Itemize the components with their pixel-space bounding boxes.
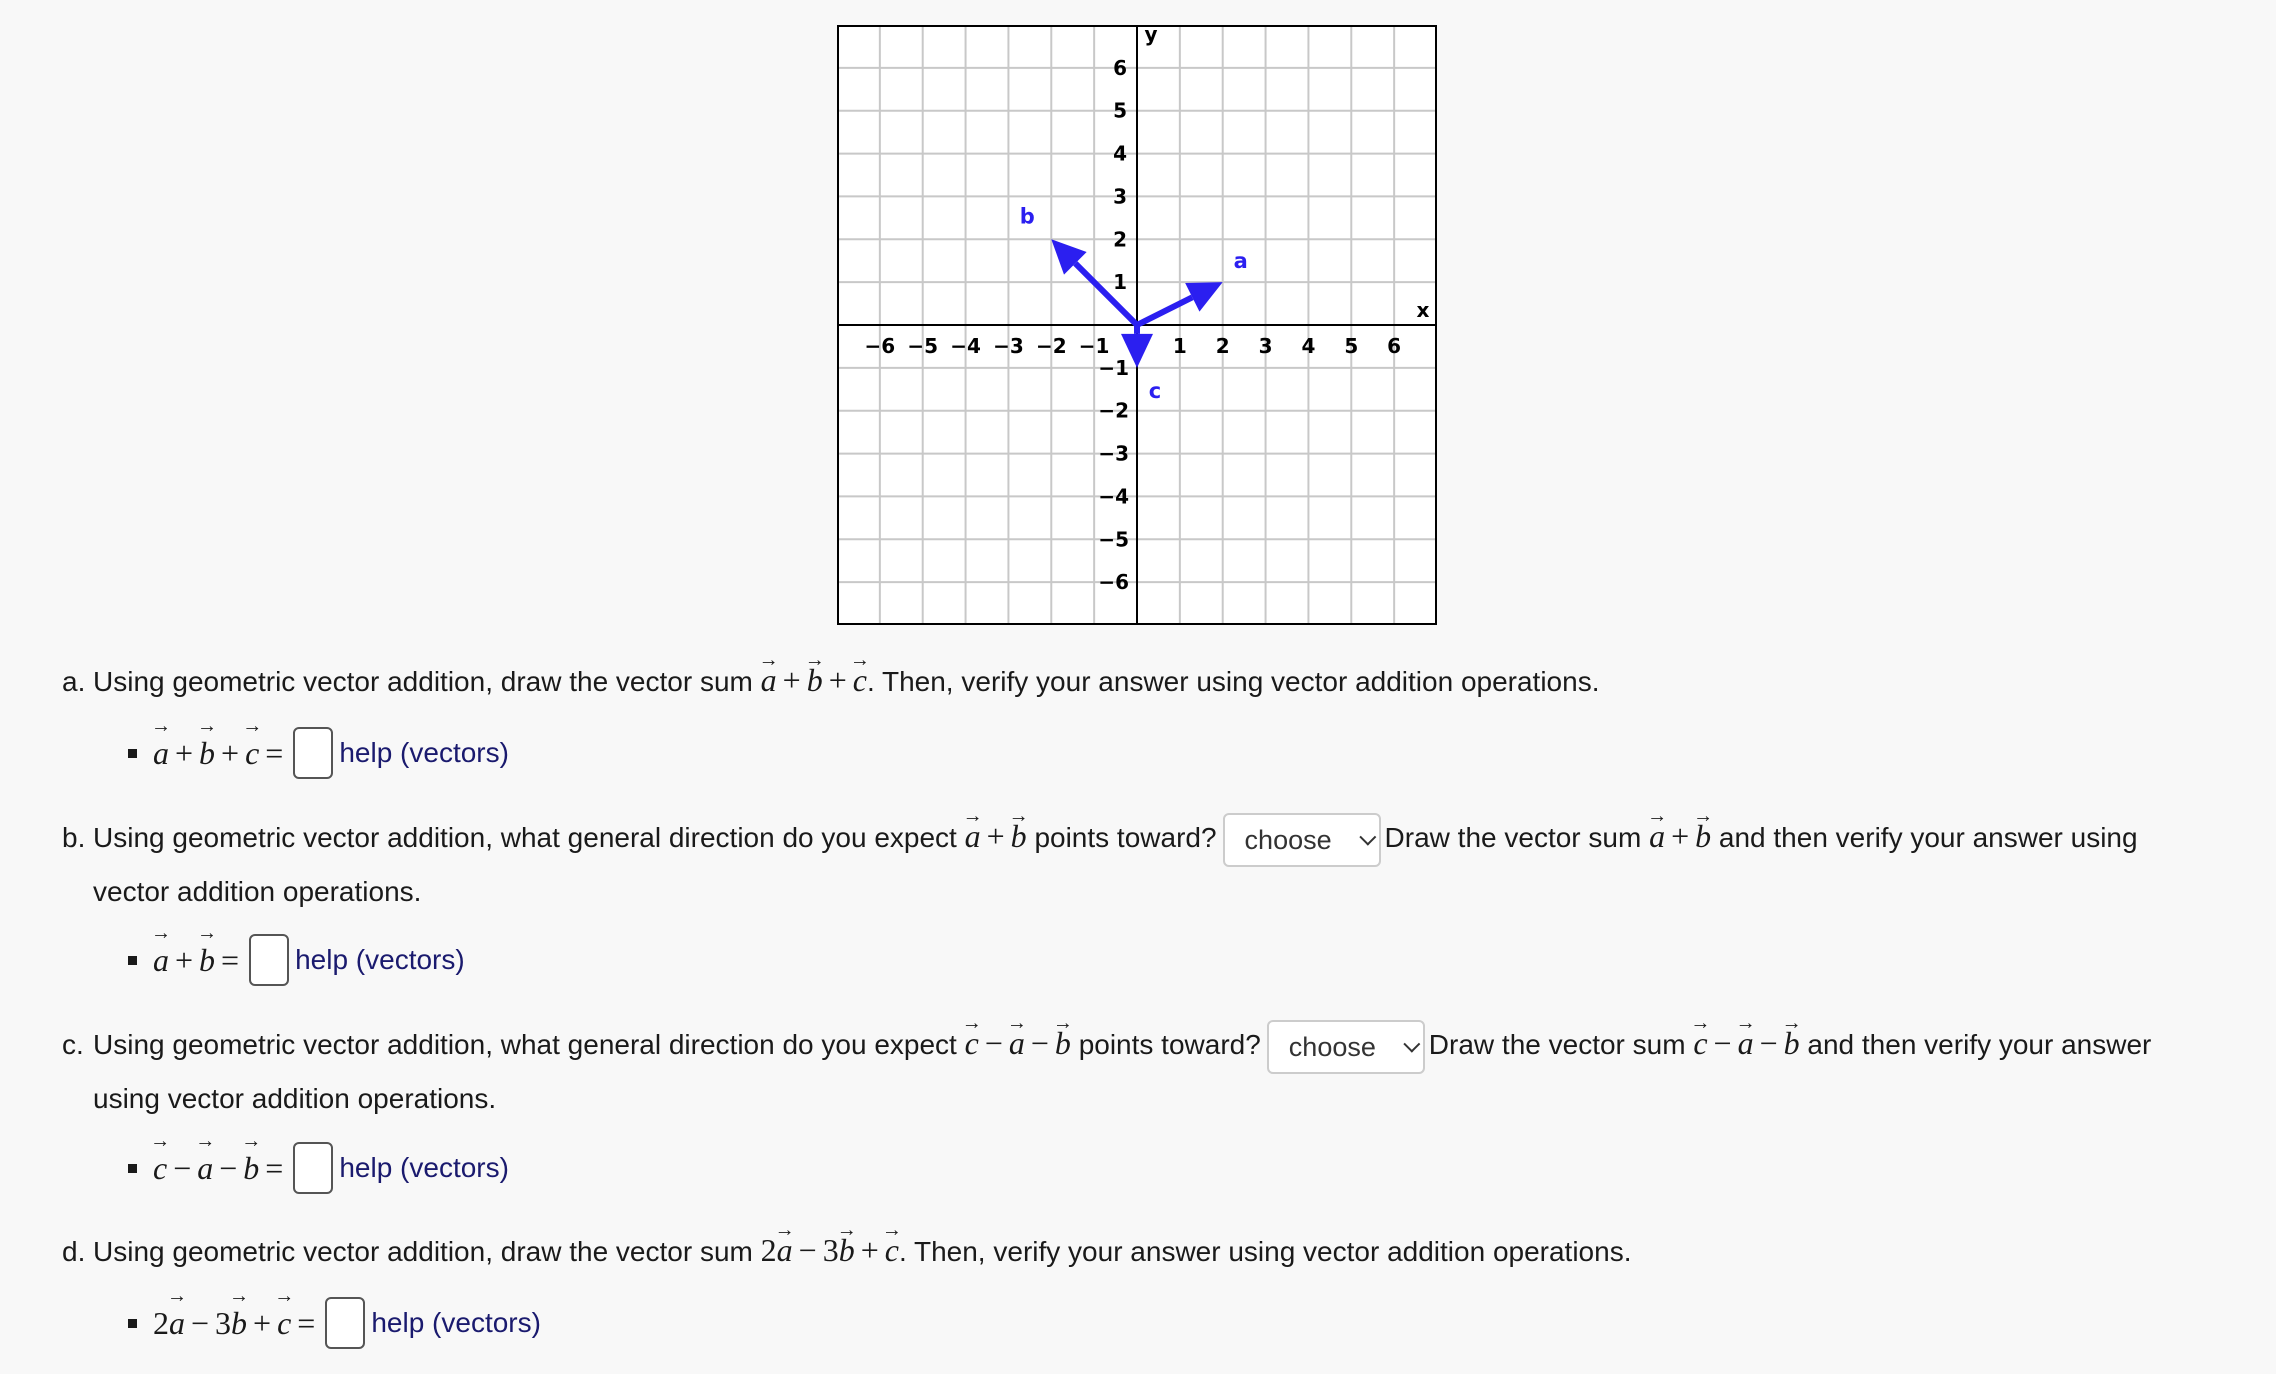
question-a-expression: a → + b → + c →: [761, 662, 867, 698]
y-tick-label: −4: [1098, 484, 1129, 509]
y-tick-label: −5: [1098, 527, 1129, 552]
y-tick-label: 4: [1113, 141, 1127, 166]
question-d-text: Using geometric vector addition, draw the vector sum: [93, 1236, 753, 1267]
x-tick-label: −6: [864, 334, 896, 358]
question-c-expression-2: c → − a → − b →: [1693, 1025, 1799, 1061]
answer-b-expression: a → + b → =: [153, 942, 245, 979]
answer-c-expression: c → − a → − b → =: [153, 1150, 289, 1187]
question-c-prefix: c.: [62, 1029, 84, 1060]
bullet: [128, 1164, 137, 1173]
chevron-down-icon: [1359, 828, 1376, 845]
x-tick-label: −5: [907, 334, 939, 358]
question-a: [62, 655, 2242, 707]
x-tick-label: −4: [950, 334, 981, 358]
vector-c-label: c: [1148, 378, 1162, 403]
question-d-prefix: d.: [62, 1236, 86, 1267]
question-c-text-5: using vector addition operations.: [93, 1082, 497, 1114]
question-d-expression: 2a → − 3b → + c →: [761, 1232, 899, 1268]
x-tick-label: 4: [1301, 334, 1316, 358]
question-a-text: Using geometric vector addition, draw the vector sum: [93, 666, 753, 697]
question-c-expression: c → − a → − b →: [965, 1025, 1071, 1061]
direction-select-c-value: choose: [1288, 1031, 1376, 1062]
answer-a-expression: a → + b → + c → =: [153, 735, 289, 772]
y-tick-label: 6: [1113, 55, 1127, 80]
direction-select-b[interactable]: [1223, 813, 1381, 867]
answer-row-a: [128, 725, 509, 781]
answer-row-b: [128, 932, 465, 988]
y-tick-label: −6: [1098, 570, 1129, 595]
question-b-expression: a → + b →: [965, 818, 1027, 854]
answer-d-expression: 2a → − 3b → + c → =: [153, 1305, 321, 1342]
coordinate-plane: [837, 25, 1437, 625]
question-c-text-3: Draw the vector sum: [1428, 1029, 1686, 1060]
x-tick-label: 2: [1215, 334, 1230, 358]
y-tick-label: 5: [1113, 98, 1127, 123]
x-tick-label: −2: [1035, 334, 1067, 358]
x-tick-label: −1: [1078, 334, 1110, 358]
y-tick-label: 3: [1113, 184, 1127, 209]
question-b-text-5: vector addition operations.: [93, 875, 422, 907]
question-a-text-end: . Then, verify your answer using vector addition operations.: [866, 666, 1600, 697]
help-vectors-link-a[interactable]: help (vectors): [339, 737, 509, 768]
y-tick-label: 1: [1113, 270, 1127, 295]
help-vectors-link-b[interactable]: help (vectors): [295, 944, 465, 975]
answer-input-c[interactable]: [293, 1142, 333, 1194]
help-vectors-link-c[interactable]: help (vectors): [339, 1152, 509, 1183]
y-tick-label: −2: [1098, 398, 1129, 423]
question-d-text-end: . Then, verify your answer using vector addition operations.: [898, 1236, 1632, 1267]
answer-row-d: [128, 1295, 541, 1351]
question-c-text-2: points toward?: [1078, 1029, 1261, 1060]
answer-input-b[interactable]: [249, 934, 289, 986]
question-c-text: Using geometric vector addition, what general direction do you expect: [93, 1029, 957, 1060]
direction-select-b-value: choose: [1244, 824, 1332, 855]
answer-input-d[interactable]: [325, 1297, 365, 1349]
question-b-expression-2: a → + b →: [1649, 818, 1711, 854]
question-c: [62, 1018, 2242, 1124]
x-axis-label: x: [1416, 298, 1430, 322]
y-tick-label: −1: [1098, 355, 1129, 380]
vector-a-label: a: [1233, 249, 1248, 274]
question-b-text-2: points toward?: [1034, 822, 1217, 853]
x-tick-label: 6: [1387, 334, 1402, 358]
question-b-text-3: Draw the vector sum: [1384, 822, 1642, 853]
direction-select-c[interactable]: [1267, 1020, 1425, 1074]
question-d: [62, 1225, 2242, 1277]
y-axis-label: y: [1144, 25, 1158, 46]
chevron-down-icon: [1403, 1035, 1420, 1052]
answer-input-a[interactable]: [293, 727, 333, 779]
question-b: [62, 811, 2242, 917]
y-tick-label: −3: [1098, 441, 1129, 466]
y-tick-label: 2: [1113, 227, 1127, 252]
bullet: [128, 1319, 137, 1328]
x-tick-label: 5: [1344, 334, 1359, 358]
x-tick-label: 1: [1172, 334, 1187, 358]
question-c-text-4: and then verify your answer: [1807, 1029, 2152, 1060]
bullet: [128, 749, 137, 758]
vector-graph: [837, 25, 1437, 625]
bullet: [128, 956, 137, 965]
help-vectors-link-d[interactable]: help (vectors): [371, 1307, 541, 1338]
vector-b-label: b: [1019, 204, 1035, 229]
answer-row-c: [128, 1140, 509, 1196]
question-b-text: Using geometric vector addition, what general direction do you expect: [93, 822, 957, 853]
x-tick-label: 3: [1258, 334, 1273, 358]
question-a-prefix: a.: [62, 666, 86, 697]
x-tick-label: −3: [993, 334, 1024, 358]
question-b-text-4: and then verify your answer using: [1718, 822, 2138, 853]
question-b-prefix: b.: [62, 822, 86, 853]
